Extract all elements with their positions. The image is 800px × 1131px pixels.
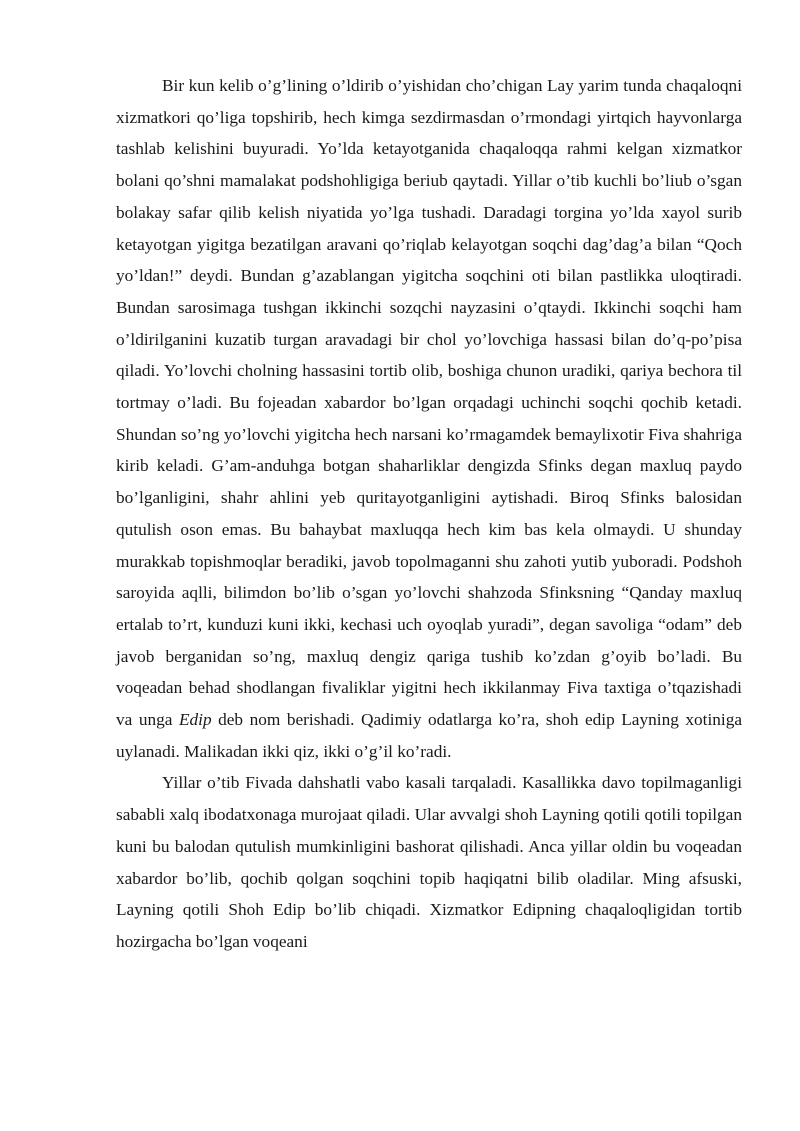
paragraph-2 [116,767,742,957]
emphasized-name: Edip [178,710,212,730]
paragraph-1-text: Bir kun kelib o’g’lining o’ldirib o’yishidan cho’chigan Lay yarim tunda chaqaloqni xizmatkori qo’liga topshirib, hech kimga sezdirmasdan o’rmondagi yirtqich hayvonlarga tashlab kelishini buyuradi. Yo’lda ketayotganida chaqaloqqa rahmi kelgan xizmatkor bolani qo’shni mamalakat podshohligiga beriub qaytadi. Yillar o’tib kuchli bo’liub o’sgan bolakay safar qilib kelish niyatida yo’lga tushadi. Daradagi torgina yo’lda xayol surib ketayotgan yigitga bezatilgan aravani qo’riqlab kelayotgan soqchi dag’dag’a bilan “Qoch yo’ldan!” deydi. Bundan g’azablangan yigitcha soqchini oti bilan pastlikka uloqtiradi. Bundan sarosimaga tushgan ikkinchi sozqchi nayzasini o’qtaydi. Ikkinchi soqchi ham o’ldirilganini kuzatib turgan aravadagi bir chol yo’lovchiga hassasi bilan do’q-po’pisa qiladi. Yo’lovchi cholning hassasini tortib olib, boshiga chunon uradiki, qariya bechora til tortmay o’ladi. Bu fojeadan xabardor bo’lgan orqadagi uchinchi soqchi qochib ketadi. Shundan so’ng yo’lovchi yigitcha hech narsani ko’rmagamdek bemaylixotir Fiva shahriga kirib keladi. G’am-anduhga botgan shaharliklar dengizda Sfinks degan maxluq paydo bo’lganligini, shahr ahlini yeb quritayotganligini aytishadi. Biroq Sfinks balosidan qutulish oson emas. Bu bahaybat maxluqqa hech kim bas kela olmaydi. U shunday murakkab topishmoqlar beradiki, javob topolmaganni shu zahoti yutib yuboradi. Podshoh saroyida aqlli, bilimdon bo’lib o’sgan yo’lovchi shahzoda Sfinksning “Qanday maxluq ertalab to’rt, kunduzi kuni ikki, kechasi uch oyoqlab yuradi”, degan savoliga “odam” deb javob berganidan so’ng, maxluq dengiz qariga tushib ko’zdan g’oyib bo’ladi. Bu voqeadan behad shodlangan fivaliklar yigitni hech ikkilanmay Fiva taxtiga o’tqazishadi va unga [116,76,742,730]
paragraph-1 [116,70,742,767]
paragraph-1-text-end: deb nom berishadi. Qadimiy odatlarga ko’ra, shoh edip Layning xotiniga uylanadi. Malikadan ikki qiz, ikki o’g’il ko’radi. [116,710,743,761]
paragraph-2-text: Yillar o’tib Fivada dahshatli vabo kasali tarqaladi. Kasallikka davo topilmaganligi sababli xalq ibodatxonaga murojaat qiladi. Ular avvalgi shoh Layning qotili qotili topilgan kuni bu balodan qutulish mumkinligini bashorat qilishadi. Anca yillar oldin bu voqeadan xabardor bo’lib, qochib qolgan soqchini topib haqiqatni bilib oladilar. Ming afsuski, Layning qotili Shoh Edip bo’lib chiqadi. Xizmatkor Edipning chaqaloqligidan tortib hozirgacha bo’lgan voqeani [116,773,742,951]
document-page [116,70,742,958]
